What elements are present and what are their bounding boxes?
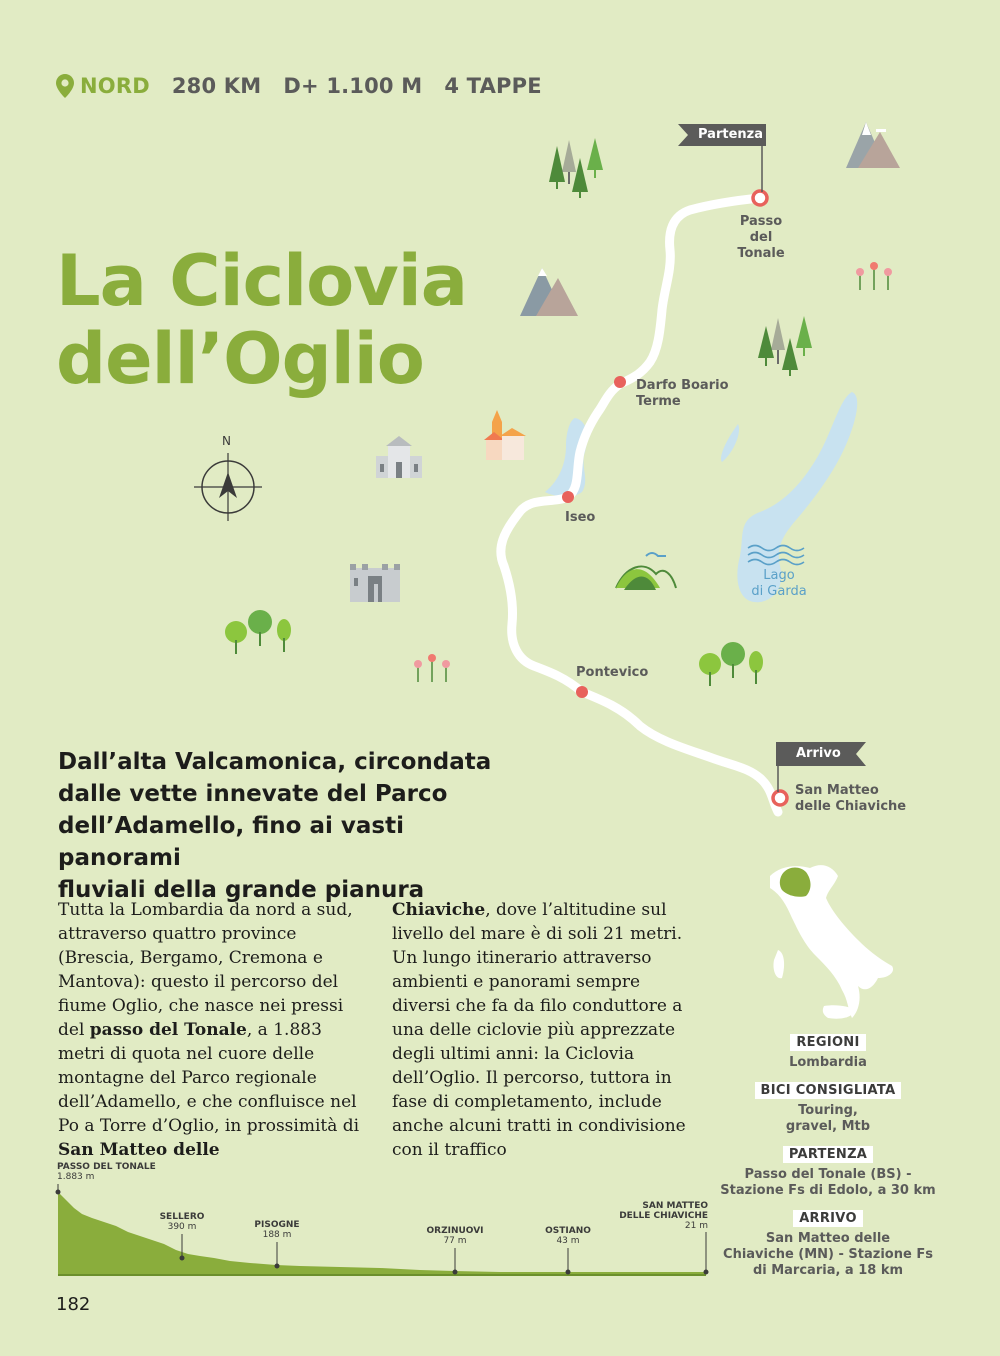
sidebar-partenza: PARTENZA Passo del Tonale (BS) - Stazione Fs di Edolo, a 30 km	[720, 1147, 936, 1198]
stages-stat: 4 TAPPE	[444, 74, 542, 98]
sidebar-regioni: REGIONI Lombardia	[789, 1035, 867, 1070]
sidebar-arrivo: ARRIVO San Matteo delle Chiaviche (MN) - Stazione Fs di Marcaria, a 18 km	[723, 1211, 933, 1278]
title-line-2: dell’Oglio	[56, 318, 424, 400]
elevation-stat: D+ 1.100 M	[283, 74, 423, 98]
place-san-matteo: San Matteo delle Chiaviche	[795, 783, 907, 814]
body-column-1: Tutta la Lombardia da nord a sud, attraverso quattro province (Brescia, Bergamo, Cremona e Mantova): questo il percorso del fiume Oglio, che nasce nei pressi del passo del Tonale, a 1.883 metri di quota nel cuore delle montagne del Parco regionale dell’Adamello, e che confluisce nel Po a Torre d’Oglio, in prossimità di San Matteo delle	[58, 900, 360, 1160]
profile-point-tonale: PASSO DEL TONALE 1.883 m	[57, 1162, 156, 1182]
profile-point-pisogne: PISOGNE 188 m	[254, 1220, 300, 1240]
compass-north-label: N	[222, 434, 231, 448]
place-darfo-boario-terme: Darfo Boario Terme	[636, 378, 729, 409]
place-lago-di-garda: Lago di Garda	[751, 568, 807, 599]
start-flag-label: Partenza	[698, 127, 763, 142]
place-iseo: Iseo	[565, 510, 596, 525]
profile-point-orzinuovi: ORZINUOVI 77 m	[426, 1226, 484, 1246]
distance-stat: 280 KM	[171, 74, 262, 98]
profile-point-san-matteo: SAN MATTEO DELLE CHIAVICHE 21 m	[619, 1201, 708, 1231]
subtitle: Dall’alta Valcamonica, circondata dalle vette innevate del Parco dell’Adamello, fino ai vasti panorami fluviali della grande pianura	[58, 749, 492, 903]
profile-point-ostiano: OSTIANO 43 m	[545, 1226, 591, 1246]
place-passo-del-tonale: Passo del Tonale	[737, 214, 785, 261]
profile-point-sellero: SELLERO 390 m	[159, 1212, 205, 1232]
place-pontevico: Pontevico	[576, 665, 649, 680]
title-line-1: La Ciclovia	[56, 240, 468, 322]
body-column-2: Chiaviche, dove l’altitudine sul livello del mare è di soli 21 metri. Un lungo itinerario attraverso ambienti e panorami sempre diversi che fa da filo conduttore a una delle ciclovie più apprezzate degli ultimi anni: la Ciclovia dell’Oglio. Il percorso, tuttora in fase di completamento, include anche alcuni tratti in condivisione con il traffico	[392, 900, 686, 1160]
region-label: NORD	[80, 74, 150, 98]
sidebar-bici: BICI CONSIGLIATA Touring, gravel, Mtb	[720, 1082, 936, 1135]
page-number: 182	[56, 1294, 91, 1315]
end-flag-label: Arrivo	[796, 746, 841, 761]
